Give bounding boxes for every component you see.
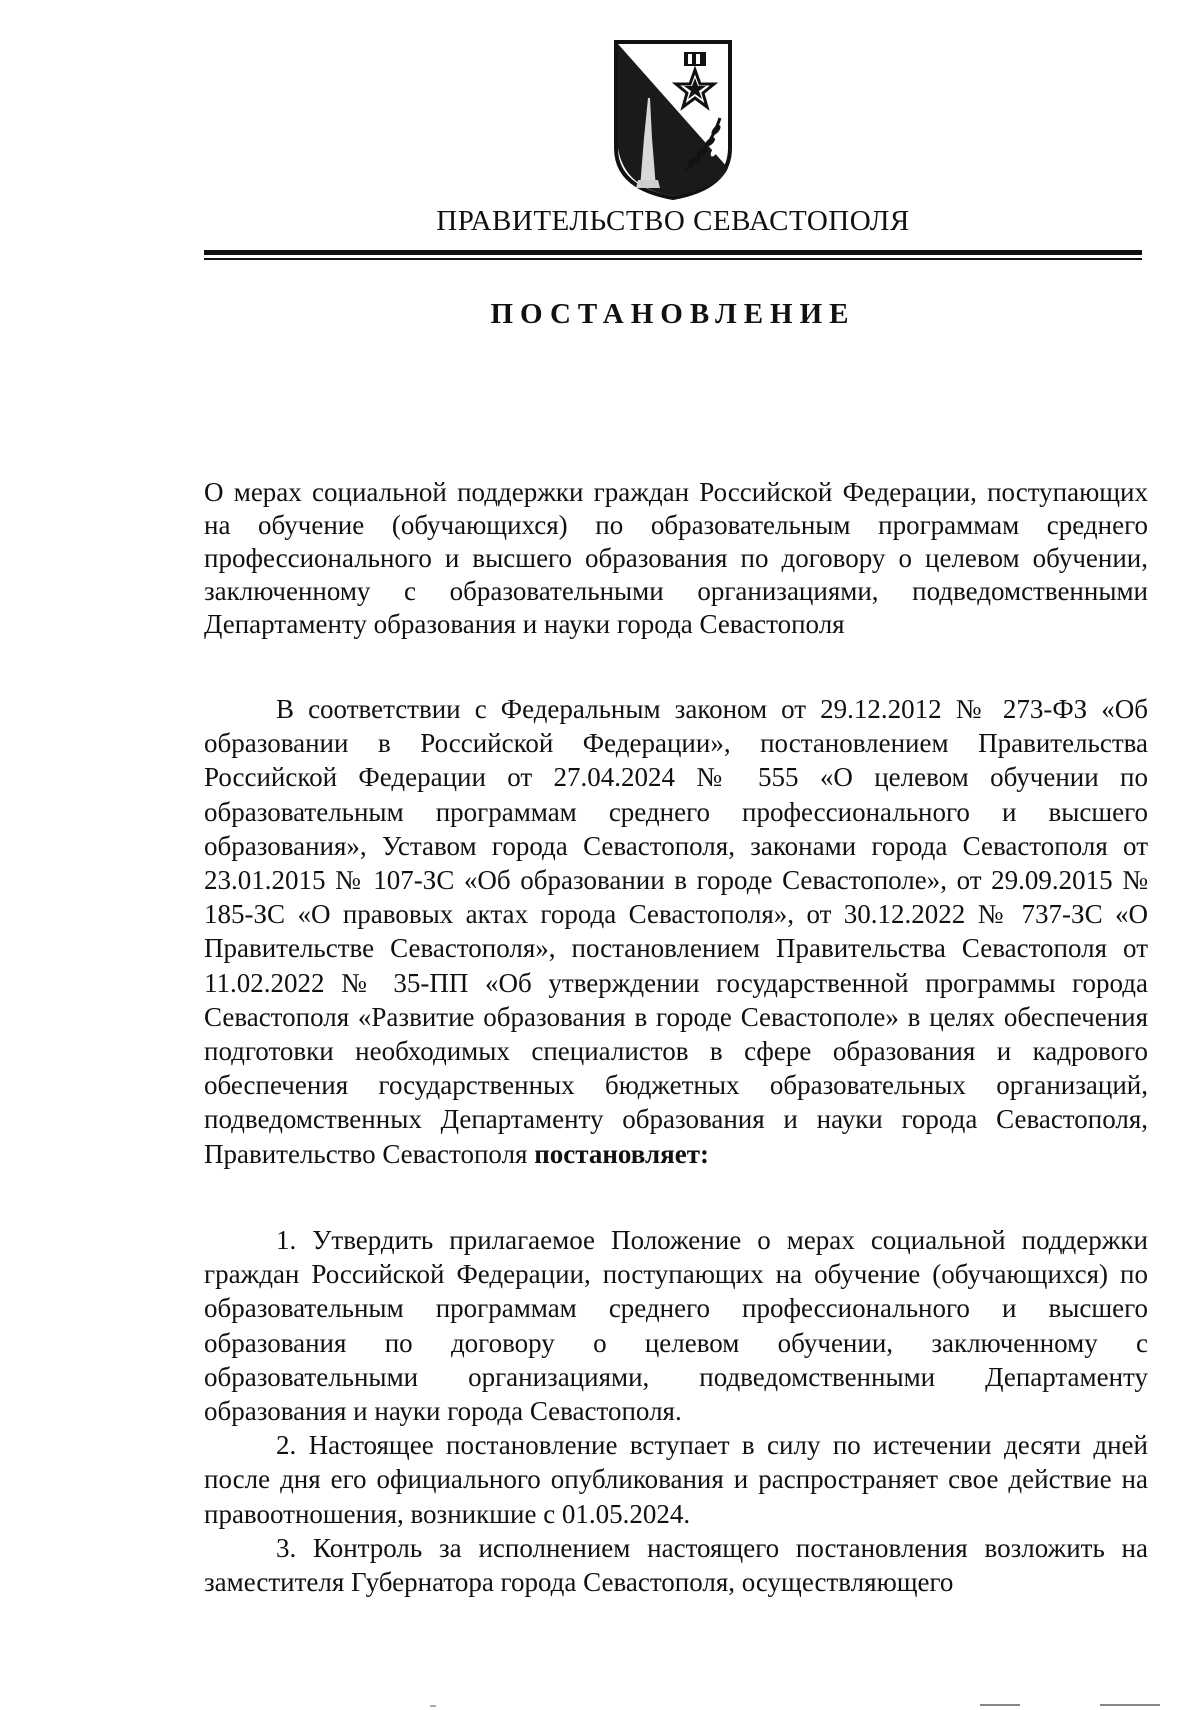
resolution-item-3: 3. Контроль за исполнением настоящего постановления возложить на заместителя Губернатора города Севастополя, осуществляющего xyxy=(204,1532,1148,1598)
document-type-heading: ПОСТАНОВЛЕНИЕ xyxy=(490,298,856,330)
resolution-item-2: 2. Настоящее постановление вступает в силу по истечении десяти дней после дня его официального опубликования и распространяет свое действие на правоотношения, возникшие с 01.05.2024. xyxy=(204,1430,1148,1529)
decree-word: постановляет: xyxy=(534,1138,709,1169)
resolution-items xyxy=(204,1223,1148,1599)
header-rule-thick xyxy=(204,250,1142,255)
sevastopol-coat-of-arms-icon xyxy=(610,38,736,200)
resolution-title: О мерах социальной поддержки граждан Российской Федерации, поступающих на обучение (обучающихся) по образовательным программам среднего профессионального и высшего образования по договору о целевом обучении, заключенному с образовательными организациями, подведомственными Департаменту образования и науки города Севастополя xyxy=(204,477,1148,639)
organization-name: ПРАВИТЕЛЬСТВО СЕВАСТОПОЛЯ xyxy=(436,205,910,237)
preamble-paragraph xyxy=(204,692,1148,1171)
header-rule-thin xyxy=(204,258,1142,260)
scan-edge-marks xyxy=(0,1700,1200,1710)
preamble-text: В соответствии с Федеральным законом от 29.12.2012 № 273-ФЗ «Об образовании в Российской Федерации», постановлением Правительства Российской Федерации от 27.04.2024 № 555 «О целевом обучении по образовательным программам среднего профессионального и высшего образования», Уставом города Севастополя, законами города Севастополя от 23.01.2015 № 107-ЗС «Об образовании в городе Севастополе», от 29.09.2015 № 185-ЗС «О правовых актах города Севастополя», от 30.12.2022 № 737-ЗС «О Правительстве Севастополя», постановлением Правительства Севастополя от 11.02.2022 № 35-ПП «Об утверждении государственной программы города Севастополя «Развитие образования в городе Севастополе» в целях обеспечения подготовки необходимых специалистов в сфере образования и кадрового обеспечения государственных бюджетных образовательных организаций, подведомственных Департаменту образования и науки города Севастополя, Правительство Севастополя xyxy=(204,694,1148,1169)
resolution-item-1: 1. Утвердить прилагаемое Положение о мерах социальной поддержки граждан Российской Федерации, поступающих на обучение (обучающихся) по образовательным программам среднего профессионального и высшего образования по договору о целевом обучении, заключенному с образовательными организациями, подведомственными Департаменту образования и науки города Севастополя. xyxy=(204,1225,1148,1427)
